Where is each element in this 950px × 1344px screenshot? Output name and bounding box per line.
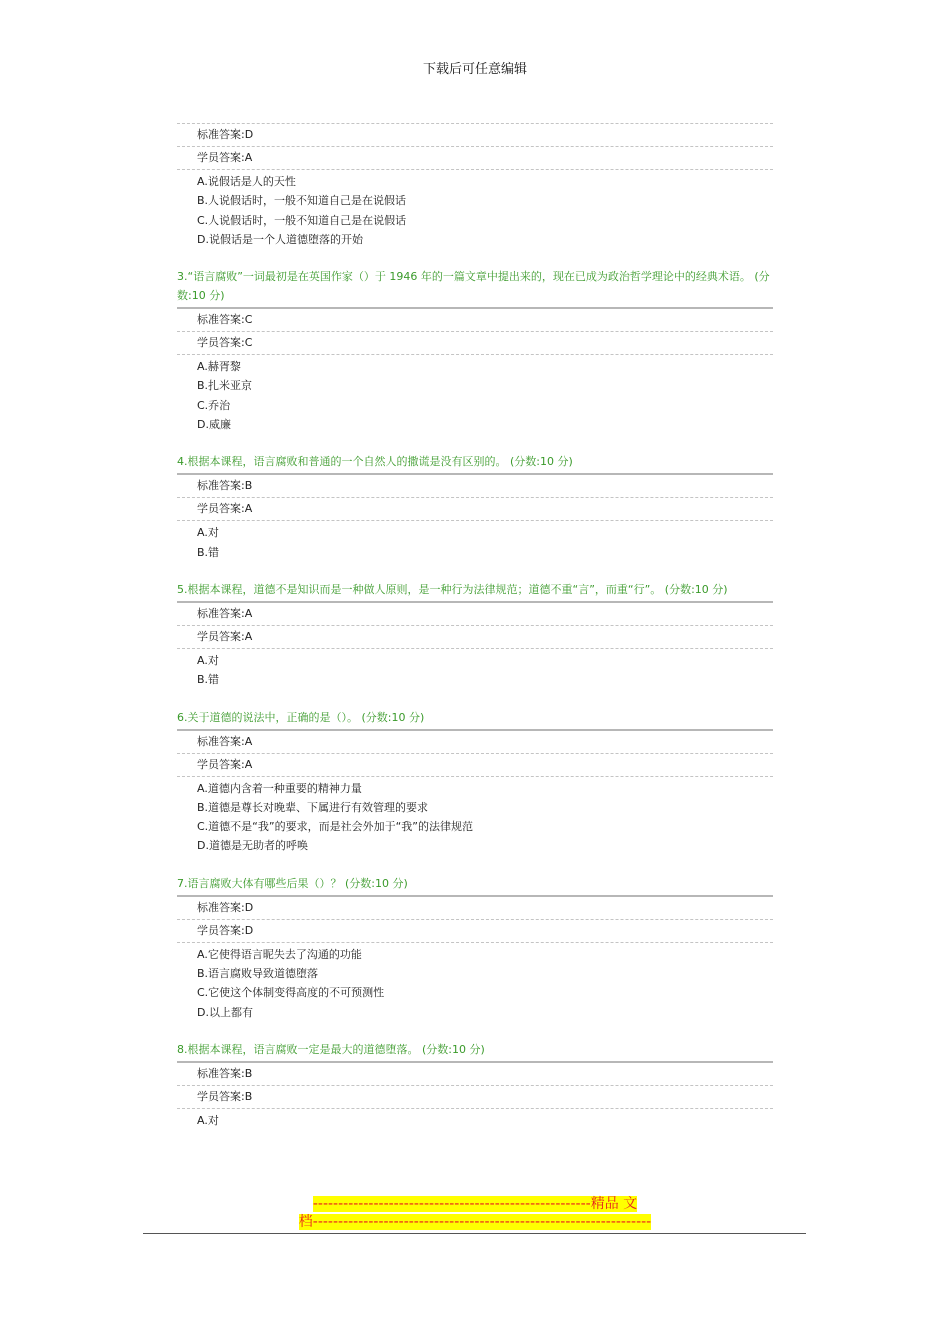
question-text: 5.根据本课程，道德不是知识而是一种做人原则，是一种行为法律规范；道德不重“言”，而重“行”。 (分数:10 分) <box>177 582 728 596</box>
student-answer: 学员答案:A <box>197 757 253 771</box>
option-item: C.人说假话时，一般不知道自己是在说假话 <box>197 213 407 227</box>
option-item: A.道德内含着一种重要的精神力量 <box>197 781 362 795</box>
question-text: 8.根据本课程，语言腐败一定是最大的道德堕落。 (分数:10 分) <box>177 1042 485 1056</box>
option-item: A.它使得语言昵失去了沟通的功能 <box>197 947 362 961</box>
option-item: D.威廉 <box>197 418 231 432</box>
footer-text-2: 档------------------------------------------------------------------- <box>298 1214 652 1230</box>
page-header: 下载后可任意编辑 <box>422 62 527 77</box>
option-item: D.道德是无助者的呼唤 <box>197 839 308 853</box>
dashed-divider <box>177 1108 773 1109</box>
option-item: D.以上都有 <box>197 1005 253 1019</box>
option-item: B.错 <box>197 545 220 559</box>
options-list <box>177 1111 773 1130</box>
question-text: 4.根据本课程，语言腐败和普通的一个自然人的撒谎是没有区别的。 (分数:10 分) <box>177 455 573 469</box>
student-answer: 学员答案:C <box>197 336 253 350</box>
options-list <box>177 651 773 690</box>
question-text: 3.“语言腐败”一词最初是在英国作家（）于 1946 年的一篇文章中提出来的，现在已成为政治哲学理论中的经典术语。 (分数:10 分) <box>177 270 770 303</box>
standard-answer: 标准答案:B <box>197 479 253 493</box>
option-item: B.扎米亚京 <box>197 379 253 393</box>
dashed-divider <box>177 520 773 521</box>
quiz-content <box>177 117 773 1130</box>
option-item: A.对 <box>197 526 219 540</box>
question-text: 7.语言腐败大体有哪些后果（）？ (分数:10 分) <box>177 876 408 890</box>
footer-banner-line1 <box>0 1195 950 1214</box>
option-item: B.道德是尊长对晚辈、下属进行有效管理的要求 <box>197 800 429 814</box>
question-block <box>177 123 773 249</box>
option-item: C.道德不是“我”的要求，而是社会外加于“我”的法律规范 <box>197 820 473 834</box>
option-item: A.说假话是人的天性 <box>197 175 296 188</box>
option-item: A.赫胥黎 <box>197 360 241 374</box>
standard-answer: 标准答案:B <box>197 1066 253 1080</box>
question-block <box>177 874 773 1022</box>
student-answer: 学员答案:A <box>197 629 253 643</box>
option-item: A.对 <box>197 653 219 667</box>
option-item: B.错 <box>197 673 220 687</box>
dashed-divider <box>177 776 773 777</box>
standard-answer: 标准答案:A <box>197 606 253 620</box>
option-item: C.它使这个体制变得高度的不可预测性 <box>197 986 385 1000</box>
question-block <box>177 452 773 562</box>
standard-answer: 标准答案:D <box>197 128 254 141</box>
option-item: B.人说假话时，一般不知道自己是在说假话 <box>197 194 407 208</box>
option-item: C.乔治 <box>197 398 231 412</box>
footer-divider <box>143 1233 806 1234</box>
options-list <box>177 172 773 249</box>
question-block <box>177 267 773 434</box>
standard-answer: 标准答案:A <box>197 734 253 748</box>
option-item: B.语言腐败导致道德堕落 <box>197 967 319 981</box>
option-item: A.对 <box>197 1113 219 1127</box>
options-list <box>177 357 773 434</box>
question-text: 6.关于道德的说法中，正确的是（）。 (分数:10 分) <box>177 710 425 724</box>
student-answer: 学员答案:B <box>197 1089 253 1103</box>
student-answer: 学员答案:A <box>197 502 253 516</box>
footer-banner-line2 <box>0 1213 950 1232</box>
dashed-divider <box>177 354 773 355</box>
options-list <box>177 523 773 562</box>
question-block <box>177 580 773 690</box>
option-item: D.说假话是一个人道德堕落的开始 <box>197 232 363 246</box>
student-answer: 学员答案:D <box>197 923 254 937</box>
standard-answer: 标准答案:C <box>197 313 253 327</box>
dashed-divider <box>177 648 773 649</box>
student-answer: 学员答案:A <box>197 151 253 164</box>
options-list <box>177 779 773 856</box>
question-block <box>177 708 773 856</box>
dashed-divider <box>177 169 773 170</box>
standard-answer: 标准答案:D <box>197 900 254 914</box>
footer-text-1: -------------------------------------------------------精品 文 <box>312 1196 638 1212</box>
dashed-divider <box>177 942 773 943</box>
question-block <box>177 1040 773 1130</box>
options-list <box>177 945 773 1022</box>
